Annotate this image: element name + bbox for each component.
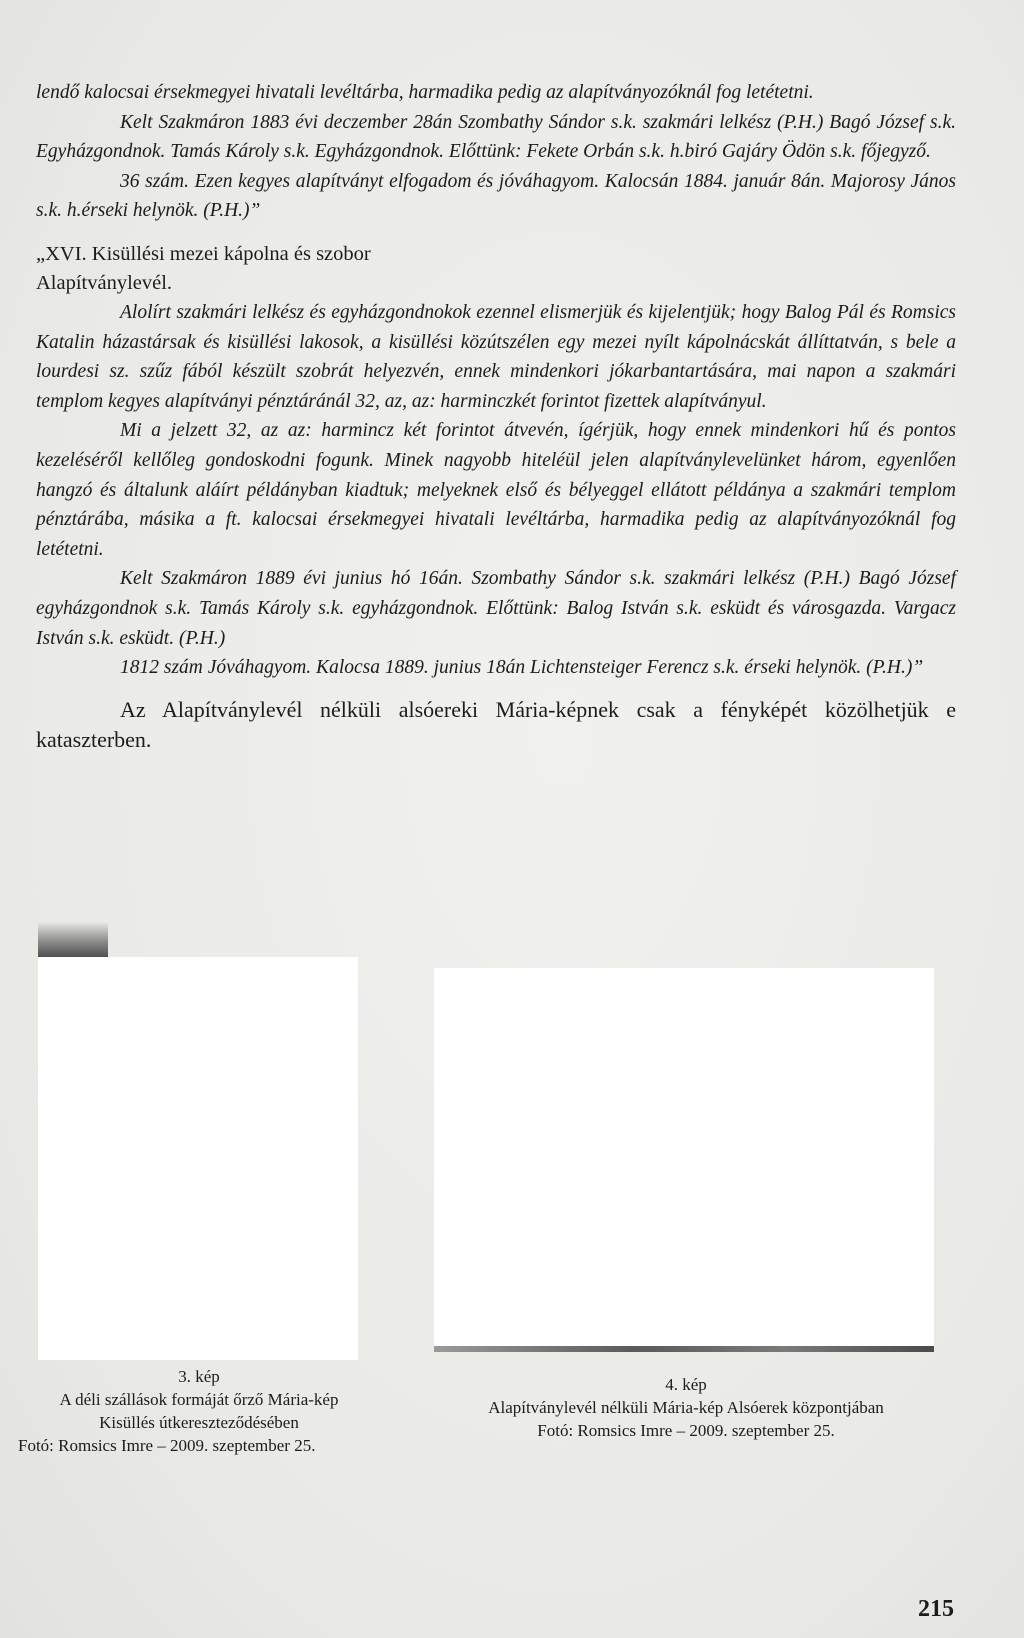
paragraph-signature-1889: Kelt Szakmáron 1889 évi junius hó 16án. Szombathy Sándor s.k. szakmári lelkész (P.H.) Bagó József egyházgondnok s.k. Tamás Károly s.k. egyházgondnok. Előttünk: Balog István s.k. esküdt és városgazda. Vargacz István s.k. esküdt. (P.H.) [36, 568, 956, 649]
photo-3 [38, 957, 358, 1360]
paragraph-foundation-2: Mi a jelzett 32, az az: harmincz két forintot átvevén, ígérjük, hogy ennek mindenkori hű és pontos kezeléséről kellőleg gondoskodni fogunk. Minek nagyobb hiteléül jelen alapítványlevelünket három, egyenlően hangzó és általunk aláírt példányban kiadtuk; melyeknek első és bélyeggel ellátott példánya a szakmári templom pénztárába, másika a ft. kalocsai érsekmegyei hivatali levéltárba, harmadika pedig az alapítványozóknál fog letétetni. [36, 420, 956, 560]
caption-3-credit: Fotó: Romsics Imre – 2009. szeptember 25. [18, 1436, 316, 1455]
page-number: 215 [918, 1596, 954, 1622]
caption-4-credit: Fotó: Romsics Imre – 2009. szeptember 25. [537, 1421, 835, 1440]
caption-4-number: 4. kép [665, 1375, 707, 1394]
paragraph-approval-1889: 1812 szám Jóváhagyom. Kalocsa 1889. junius 18án Lichtensteiger Ferencz s.k. érseki helynök. (P.H.)” [120, 657, 924, 679]
caption-photo-3 [18, 1365, 380, 1457]
paragraph-foundation-1: Alolírt szakmári lelkész és egyházgondnokok ezennel elismerjük és kijelentjük; hogy Balog Pál és Romsics Katalin házastársak és kisüllési lakosok, a kisüllési közútszélen egy mezei nyílt kápolnácskát állíttatván, s bele a lourdesi sz. szűz fából készült szobrát helyezvén, ennek mindenkori jókarbantartására, mai napon a szakmári templom kegyes alapítványi pénztáránál 32, az, az: harminczkét forintot fizettek alapítványul. [36, 301, 956, 412]
body-paragraph: Az Alapítványlevél nélküli alsóereki Mária-képnek csak a fényképét közölhetjük e kataszterben. [36, 696, 956, 752]
section-title: „XVI. Kisüllési mezei kápolna és szobor [36, 242, 371, 265]
paragraph-signature-1883: Kelt Szakmáron 1883 évi deczember 28án Szombathy Sándor s.k. szakmári lelkész (P.H.) Bagó József s.k. Egyházgondnok. Tamás Károly s.k. Egyházgondnok. Előttünk: Fekete Orbán s.k. h.biró Gajáry Ödön s.k. főjegyző. [36, 111, 956, 163]
section-subtitle: Alapítványlevél. [36, 271, 173, 294]
caption-4-title: Alapítványlevél nélküli Mária-kép Alsóerek központjában [488, 1398, 884, 1417]
section-heading [36, 240, 956, 298]
photo-3-corner [38, 922, 108, 958]
photo-4 [434, 968, 934, 1349]
caption-photo-4 [426, 1373, 946, 1442]
caption-3-title: A déli szállások formáját őrző Mária-kép [59, 1390, 339, 1409]
photo-4-edge [434, 1346, 934, 1352]
paragraph-continuation: lendő kalocsai érsekmegyei hivatali levéltárba, harmadika pedig az alapítványozóknál fog letétetni. [36, 82, 814, 103]
caption-3-location: Kisüllés útkereszteződésében [99, 1413, 299, 1432]
caption-3-number: 3. kép [178, 1367, 220, 1386]
main-text [36, 78, 956, 755]
paragraph-approval-1884: 36 szám. Ezen kegyes alapítványt elfogadom és jóváhagyom. Kalocsán 1884. január 8án. Majorosy János s.k. h.érseki helynök. (P.H.)” [36, 170, 956, 222]
